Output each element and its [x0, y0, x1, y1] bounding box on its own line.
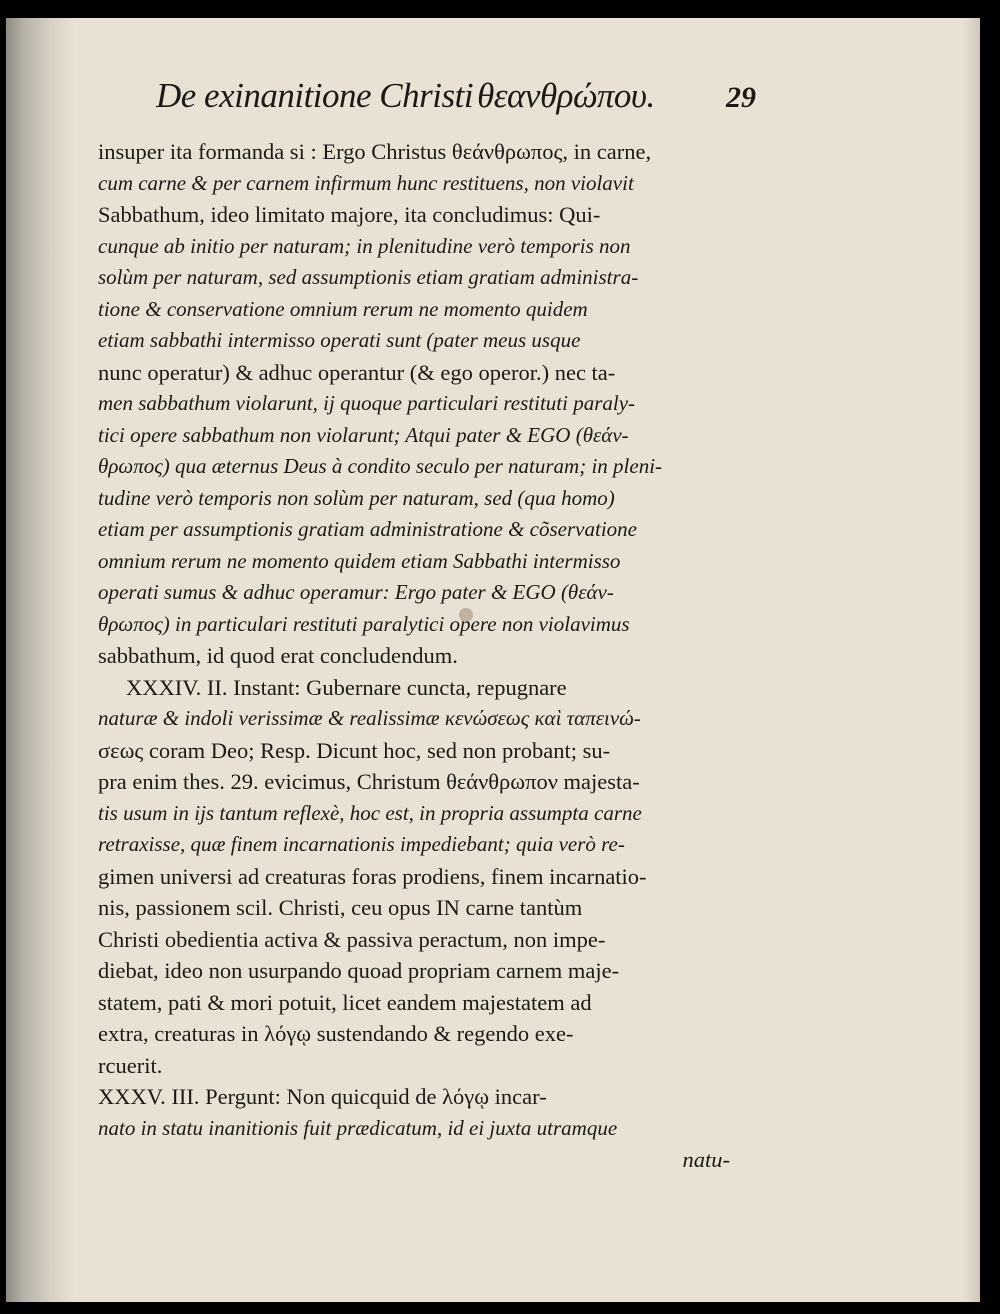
text-line: insuper ita formanda si : Ergo Christus θεάνθρωπος, in carne,: [98, 139, 652, 164]
text-line: cum carne & per carnem infirmum hunc restituens, non violavit: [98, 170, 634, 195]
text-line: Christi obedientia activa & passiva peractum, non impe-: [98, 926, 606, 952]
text-line: retraxisse, quæ finem incarnationis impediebant; quia verò re-: [98, 832, 625, 856]
page-header: [156, 76, 756, 124]
text-line: nunc operatur) & adhuc operantur (& ego operor.) nec ta-: [98, 359, 616, 385]
text-line: tici opere sabbathum non violarunt; Atqui pater & EGO (θεάν-: [98, 422, 629, 447]
page-edge: [962, 18, 980, 1302]
text-line: extra, creaturas in λόγῳ sustendando & regendo exe-: [98, 1021, 574, 1046]
book-page: [6, 18, 980, 1302]
text-line: nato in statu inanitionis fuit prædicatum, id ei juxta utramque: [98, 1115, 618, 1140]
text-line: rcuerit.: [98, 1052, 163, 1078]
text-line: diebat, ideo non usurpando quoad propriam carnem maje-: [98, 958, 620, 983]
text-line: etiam per assumptionis gratiam administratione & cõservatione: [98, 517, 637, 541]
text-line: sabbathum, id quod erat concludendum.: [98, 643, 458, 668]
running-head-greek: θεανθρώπου.: [477, 76, 655, 115]
text-line: statem, pati & mori potuit, licet eandem majestatem ad: [98, 989, 592, 1015]
text-line: tione & conservatione omnium rerum ne momento quidem: [98, 296, 588, 321]
text-line: Sabbathum, ideo limitato majore, ita concludimus: Qui-: [98, 202, 601, 227]
page-number: 29: [726, 81, 756, 114]
section-heading-xxxiv: XXXIV. II. Instant: Gubernare cuncta, repugnare: [126, 674, 567, 700]
text-line: men sabbathum violarunt, ij quoque particulari restituti paraly-: [98, 391, 636, 415]
text-line: etiam sabbathi intermisso operati sunt (pater meus usque: [98, 328, 581, 352]
text-line: naturæ & indoli verissimæ & realissimæ κενώσεως καὶ ταπεινώ-: [98, 706, 641, 730]
ink-smudge: [459, 608, 473, 622]
text-line: pra enim thes. 29. evicimus, Christum θεάνθρωπον majesta-: [98, 769, 640, 794]
text-line: omnium rerum ne momento quidem etiam Sabbathi intermisso: [98, 548, 621, 573]
gutter-shadow: [6, 18, 76, 1302]
catchword: natu-: [682, 1147, 730, 1172]
running-head-latin: De exinanitione Christi: [156, 76, 474, 115]
section-heading-xxxv: XXXV. III. Pergunt: Non quicquid de λόγῳ incar-: [98, 1084, 547, 1109]
text-line: solùm per naturam, sed assumptionis etiam gratiam administra-: [98, 265, 639, 289]
text-line: operati sumus & adhuc operamur: Ergo pater & EGO (θεάν-: [98, 580, 614, 604]
body-text: [98, 136, 748, 1176]
text-line: nis, passionem scil. Christi, ceu opus IN carne tantùm: [98, 895, 583, 920]
text-line: θρωπος) in particulari restituti paralytici opere non violavimus: [98, 611, 630, 636]
text-line: tis usum in ijs tantum reflexè, hoc est, in propria assumpta carne: [98, 800, 642, 825]
running-head: [156, 76, 655, 116]
text-line: tudine verò temporis non solùm per naturam, sed (qua homo): [98, 485, 615, 510]
text-line: cunque ab initio per naturam; in plenitudine verò temporis non: [98, 233, 631, 258]
text-line: gimen universi ad creaturas foras prodiens, finem incarnatio-: [98, 863, 647, 889]
text-line: θρωπος) qua æternus Deus à condito seculo per naturam; in pleni-: [98, 454, 663, 478]
text-line: σεως coram Deo; Resp. Dicunt hoc, sed non probant; su-: [98, 737, 611, 763]
